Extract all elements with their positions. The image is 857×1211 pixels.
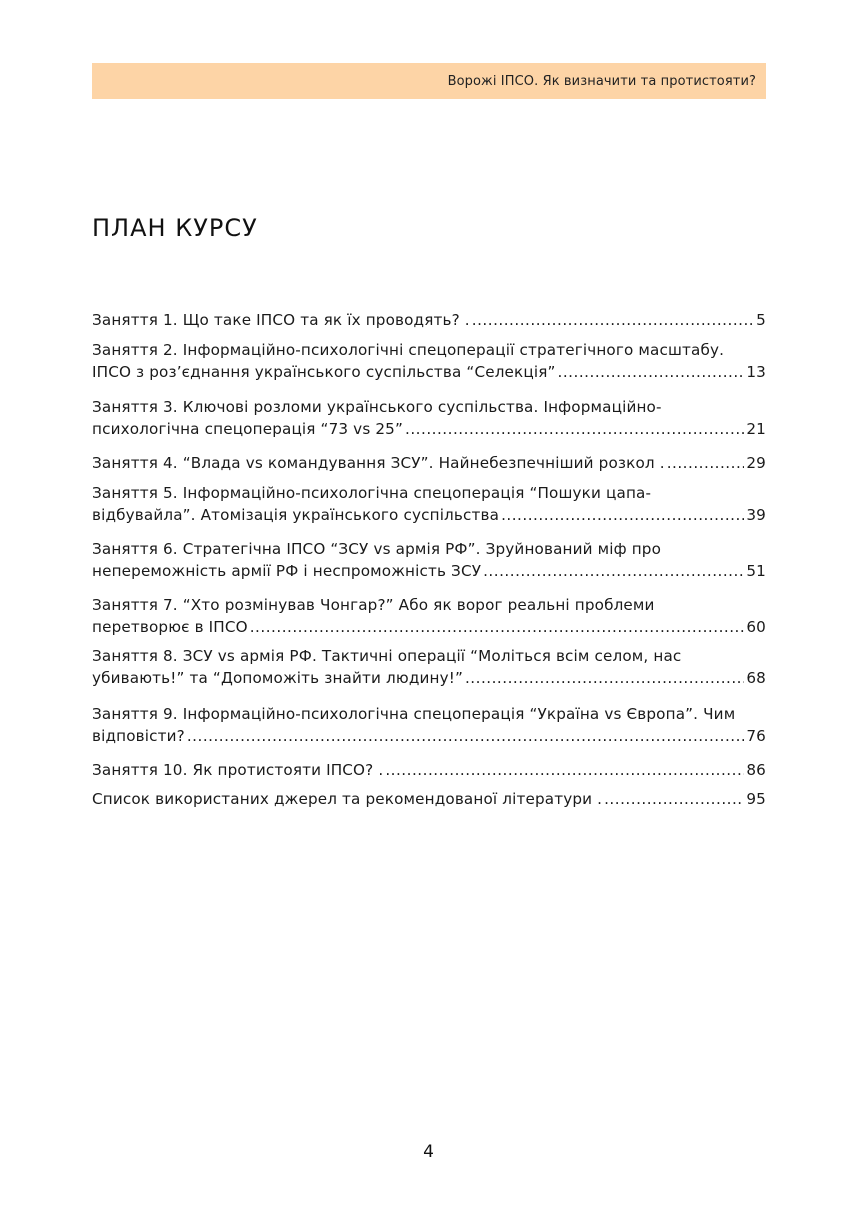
toc-entry-1[interactable] [92, 309, 766, 331]
toc-page-number: 76 [746, 727, 766, 745]
toc-entry-title: ІПСО з роз’єднання українського суспільства “Селекція” [92, 363, 556, 381]
toc-page-number: 51 [746, 562, 766, 580]
toc-leader-dots [465, 667, 744, 689]
toc-entry-title: убивають!” та “Допоможіть знайти людину!” [92, 669, 463, 687]
toc-page-number: 13 [746, 363, 766, 381]
running-title: Ворожі ІПСО. Як визначити та протистояти? [447, 73, 756, 89]
toc-leader-dots [501, 504, 744, 526]
toc-entry-6[interactable] [92, 538, 766, 582]
toc-page-number: 60 [746, 618, 766, 636]
toc-leader-dots [385, 759, 744, 781]
toc-entry-3[interactable] [92, 396, 766, 440]
toc-page-number: 5 [756, 311, 766, 329]
toc-leader-dots [405, 418, 744, 440]
toc-page-number: 68 [746, 669, 766, 687]
toc-entry-title: Заняття 1. Що таке ІПСО та як їх проводять? . [92, 311, 470, 329]
toc-entry-title: Заняття 7. “Хто розмінував Чонгар?” Або як ворог реальні проблеми [92, 596, 655, 614]
toc-entry-8[interactable] [92, 645, 766, 689]
toc-page-number: 39 [746, 506, 766, 524]
toc-entry-7[interactable] [92, 594, 766, 638]
toc-entry-title: Заняття 6. Стратегічна ІПСО “ЗСУ vs армія РФ”. Зруйнований міф про [92, 540, 662, 558]
toc-entry-4[interactable] [92, 452, 766, 474]
toc-leader-dots [558, 361, 745, 383]
toc-leader-dots [604, 788, 744, 810]
toc-entry-title: непереможність армії РФ і неспроможність ЗСУ [92, 562, 482, 580]
toc-page-number: 86 [746, 761, 766, 779]
toc-page-number: 95 [746, 790, 766, 808]
toc-leader-dots [472, 309, 754, 331]
toc-entry-title: перетворює в ІПСО [92, 618, 248, 636]
toc-entry-title: психологічна спецоперація “73 vs 25” [92, 420, 404, 438]
toc-entry-9[interactable] [92, 703, 766, 747]
toc-entry-title: відбувайла”. Атомізація українського суспільства [92, 506, 500, 524]
toc-leader-dots [187, 725, 745, 747]
toc-entry-5[interactable] [92, 482, 766, 526]
toc-entry-title: Заняття 5. Інформаційно-психологічна спецоперація “Пошуки цапа- [92, 484, 652, 502]
page-title: ПЛАН КУРСУ [92, 214, 258, 242]
toc-page-number: 21 [746, 420, 766, 438]
toc-leader-dots [483, 560, 744, 582]
toc-entry-title: Заняття 2. Інформаційно-психологічні спецоперації стратегічного масштабу. [92, 341, 725, 359]
toc-entry-title: Заняття 8. ЗСУ vs армія РФ. Тактичні операції “Моліться всім селом, нас [92, 647, 682, 665]
running-header [92, 63, 766, 99]
toc-entry-title: Заняття 4. “Влада vs командування ЗСУ”. Найнебезпечніший розкол . [92, 454, 665, 472]
toc-page-number: 29 [746, 454, 766, 472]
toc-entry-title: Список використаних джерел та рекомендованої літератури . [92, 790, 603, 808]
toc-leader-dots [667, 452, 745, 474]
toc-entry-title: Заняття 3. Ключові розломи українського суспільства. Інформаційно- [92, 398, 662, 416]
toc-leader-dots [250, 616, 745, 638]
page-number: 4 [423, 1142, 434, 1162]
toc-entry-title: Заняття 9. Інформаційно-психологічна спецоперація “Україна vs Європа”. Чим [92, 705, 736, 723]
toc-entry-10[interactable] [92, 759, 766, 781]
toc-entry-title: відповісти? [92, 727, 185, 745]
toc-entry-2[interactable] [92, 339, 766, 383]
toc-entry-bibliography[interactable] [92, 788, 766, 810]
toc-entry-title: Заняття 10. Як протистояти ІПСО? . [92, 761, 384, 779]
